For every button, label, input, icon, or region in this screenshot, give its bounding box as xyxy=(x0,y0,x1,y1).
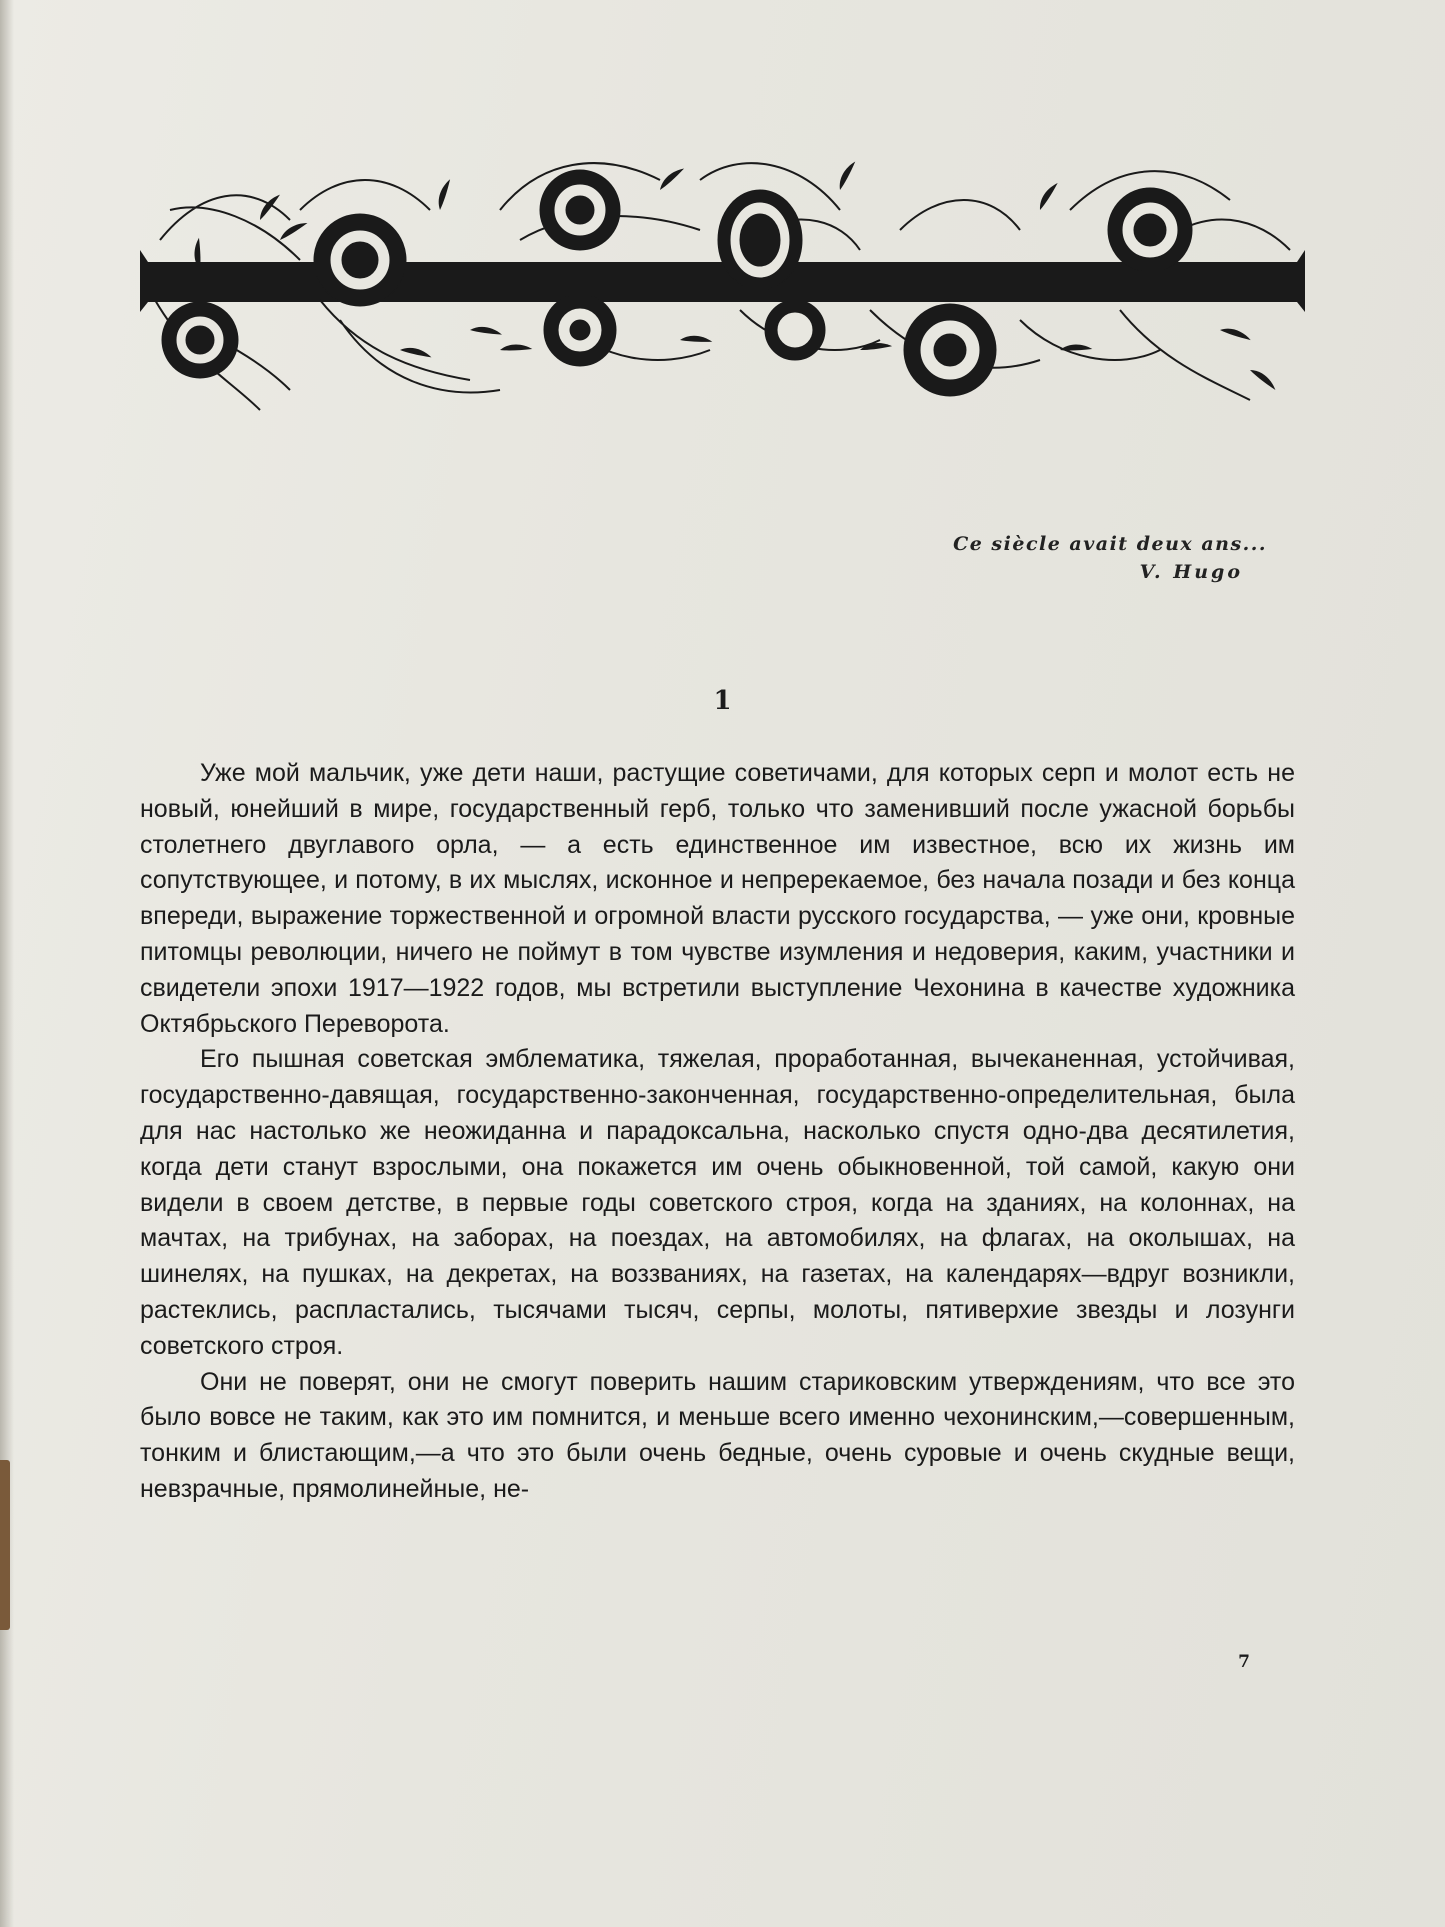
paragraph: Его пышная советская эмблематика, тяжелая, проработанная, вычеканенная, устойчивая, государственно-давящая, государственно-законченная, государственно-определительная, была для нас настолько же неожиданна и парадоксальна, насколько спустя одно-два десятилетия, когда дети станут взрослыми, она покажется им очень обыкновенной, той самой, какую они видели в своем детстве, в первые годы советского строя, когда на зданиях, на колоннах, на мачтах, на трибунах, на заборах, на поездах, на автомобилях, на флагах, на околышах, на шинелях, на пушках, на декретах, на воззваниях, на газетах, на календарях—вдруг возникли, растеклись, распластались, тысячами тысяч, серпы, молоты, пятиверхие звезды и лозунги советского строя. xyxy=(140,1045,1295,1360)
epigraph-quote: Ce siècle avait deux ans... xyxy=(953,533,1267,555)
epigraph-author: V. Hugo xyxy=(1139,561,1243,583)
floral-headpiece-icon xyxy=(140,150,1305,420)
page-number: 7 xyxy=(1238,1652,1250,1672)
paragraph: Они не поверят, они не смогут поверить нашим стариковским утверждениям, что все это было вовсе не таким, как это им помнится, и меньше всего именно чехонинским,—совершенным, тонким и блистающим,—а что это были очень бедные, очень суровые и очень скудные вещи, невзрачные, прямолинейные, не- xyxy=(140,1367,1295,1503)
chapter-number: 1 xyxy=(713,686,732,716)
epigraph xyxy=(953,530,1267,586)
body-text xyxy=(140,756,1295,1508)
paragraph: Уже мой мальчик, уже дети наши, растущие советичами, для которых серп и молот есть не новый, юнейший в мире, государственный герб, только что заменивший после ужасной борьбы столетнего двуглавого орла, — а есть единственное им известное, всю их жизнь им сопутствующее, и потому, в их мыслях, исконное и непререкаемое, без начала позади и без конца впереди, выражение торжественной и огромной власти русского государства, — уже они, кровные питомцы революции, ничего не поймут в том чувстве изумления и недоверия, каким, участники и свидетели эпохи 1917—1922 годов, мы встретили выступление Чехонина в качестве художника Октябрьского Переворота. xyxy=(140,759,1295,1038)
binding-tab xyxy=(0,1460,10,1630)
page-edge-shadow xyxy=(0,0,14,1927)
